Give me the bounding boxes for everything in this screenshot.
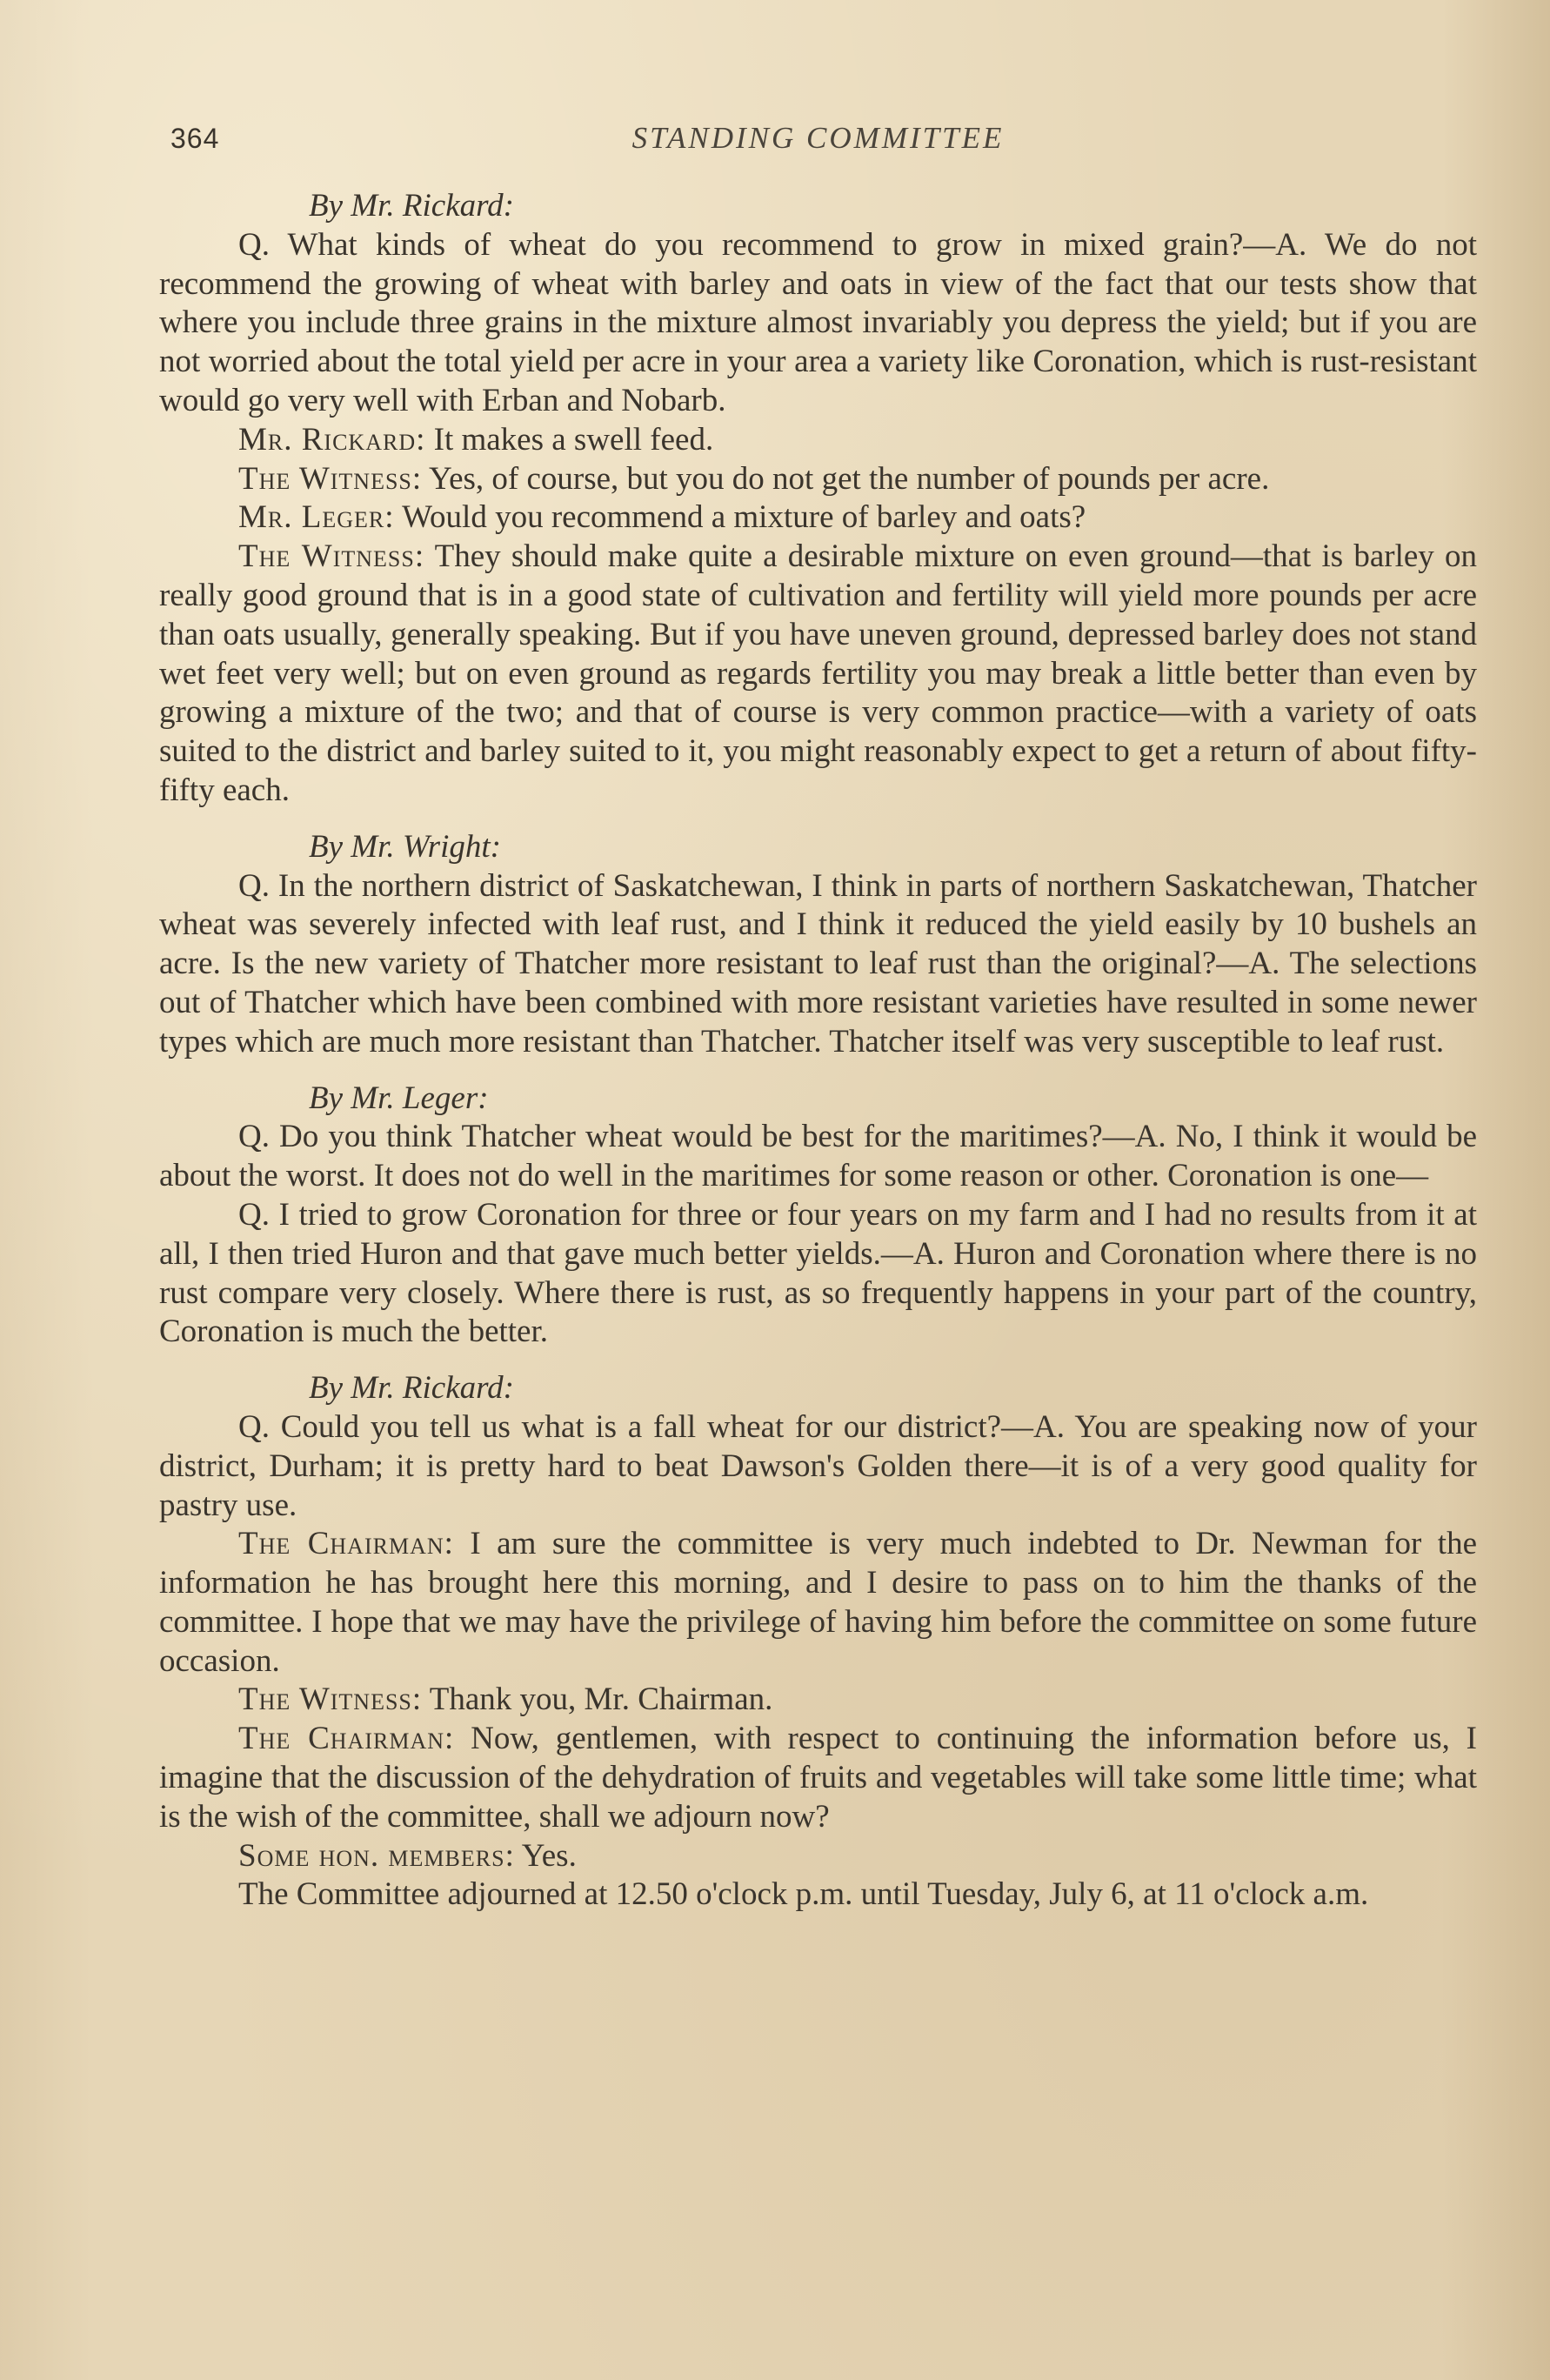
speech-text: Thank you, Mr. Chairman. — [422, 1681, 773, 1718]
speech-paragraph — [159, 1720, 1477, 1836]
byline-rickard: By Mr. Rickard: — [309, 1370, 514, 1407]
speech-text: I am sure the committee is very much indebted to Dr. Newman for the information he has brought here this morning, and I desire to pass on to him the thanks of the committee. I hope that we may have the privilege of having him before the committee on some future occasion. — [159, 1526, 1477, 1679]
speaker-label: The Witness: — [238, 538, 425, 575]
speaker-label: Mr. Rickard: — [238, 421, 426, 458]
speech-paragraph — [159, 538, 1477, 811]
page-number: 364 — [170, 123, 220, 154]
speech-text: Now, gentlemen, with respect to continuing the information before us, I imagine that the discussion of the dehydration of fruits and vegetables will take some little time; what is the wish of the committee, shall we adjourn now? — [159, 1721, 1477, 1835]
question-paragraph: Q. Could you tell us what is a fall wheat for our district?—A. You are speaking now of your district, Durham; it is pretty hard to beat Dawson's Golden there—it is of a very good quality for pastry use. — [159, 1408, 1477, 1523]
byline-rickard: By Mr. Rickard: — [309, 188, 514, 224]
question-paragraph: Q. Do you think Thatcher wheat would be best for the maritimes?—A. No, I think it would be about the worst. It does not do well in the maritimes for some reason or other. Coronation is one— — [159, 1119, 1477, 1194]
question-paragraph: Q. What kinds of wheat do you recommend to grow in mixed grain?—A. We do not recommend the growing of wheat with barley and oats in view of the fact that our tests show that where you include three grains in the mixture almost invariably you depress the yield; but if you are not worried about the total yield per acre in your area a variety like Coronation, which is rust-resistant would go very well with Erban and Nobarb. — [159, 226, 1477, 418]
speech-paragraph — [159, 498, 1477, 538]
speech-paragraph — [159, 1681, 1477, 1720]
byline-wright: By Mr. Wright: — [309, 828, 501, 865]
speech-paragraph — [159, 421, 1477, 460]
running-title: STANDING COMMITTEE — [631, 121, 1005, 155]
transcript-body — [159, 187, 1477, 1915]
speech-paragraph — [159, 1837, 1477, 1876]
speech-paragraph — [159, 1525, 1477, 1681]
speaker-label: The Chairman: — [238, 1526, 454, 1562]
speaker-label: The Chairman: — [238, 1721, 455, 1757]
speaker-label: Mr. Leger: — [238, 499, 395, 536]
question-paragraph: Q. In the northern district of Saskatchewan, I think in parts of northern Saskatchewan, Thatcher wheat was severely infected with leaf rust, and I think it reduced the yield easily by 10 bushels an acre. Is the new variety of Thatcher more resistant to leaf rust than the original?—A. The selections out of Thatcher which have been combined with more resistant varieties have resulted in some newer types which are much more resistant than Thatcher. Thatcher itself was very susceptible to leaf rust. — [159, 867, 1477, 1060]
speech-text: Yes. — [514, 1837, 577, 1874]
speech-text: Would you recommend a mixture of barley and oats? — [394, 499, 1086, 536]
running-head — [159, 117, 1477, 170]
byline-leger: By Mr. Leger: — [309, 1080, 489, 1116]
speaker-label: The Witness: — [238, 1681, 423, 1718]
speech-text: It makes a swell feed. — [425, 421, 714, 458]
question-paragraph: Q. I tried to grow Coronation for three or four years on my farm and I had no results from it at all, I then tried Huron and that gave much better yields.—A. Huron and Coronation where there is no rust compare very closely. Where there is rust, as so frequently happens in your part of the country, Coronation is much the better. — [159, 1196, 1477, 1350]
speech-text: They should make quite a desirable mixture on even ground—that is barley on really good ground that is in a good state of cultivation and fertility will yield more pounds per acre than oats usually, generally speaking. But if you have uneven ground, depressed barley does not stand wet feet very well; but on even ground as regards fertility you may break a little better than even by growing a mixture of the two; and that of course is very common practice—with a variety of oats suited to the district and barley suited to it, you might reasonably expect to get a return of about fifty-fifty each. — [159, 538, 1477, 808]
speech-paragraph — [159, 460, 1477, 499]
adjournment-note: The Committee adjourned at 12.50 o'clock p.m. until Tuesday, July 6, at 11 o'clock a.m. — [238, 1876, 1369, 1913]
speaker-label: The Witness: — [238, 460, 423, 497]
document-page — [159, 117, 1477, 1915]
speech-text: Yes, of course, but you do not get the number of pounds per acre. — [422, 460, 1270, 497]
speaker-label: Some hon. members: — [238, 1837, 515, 1874]
